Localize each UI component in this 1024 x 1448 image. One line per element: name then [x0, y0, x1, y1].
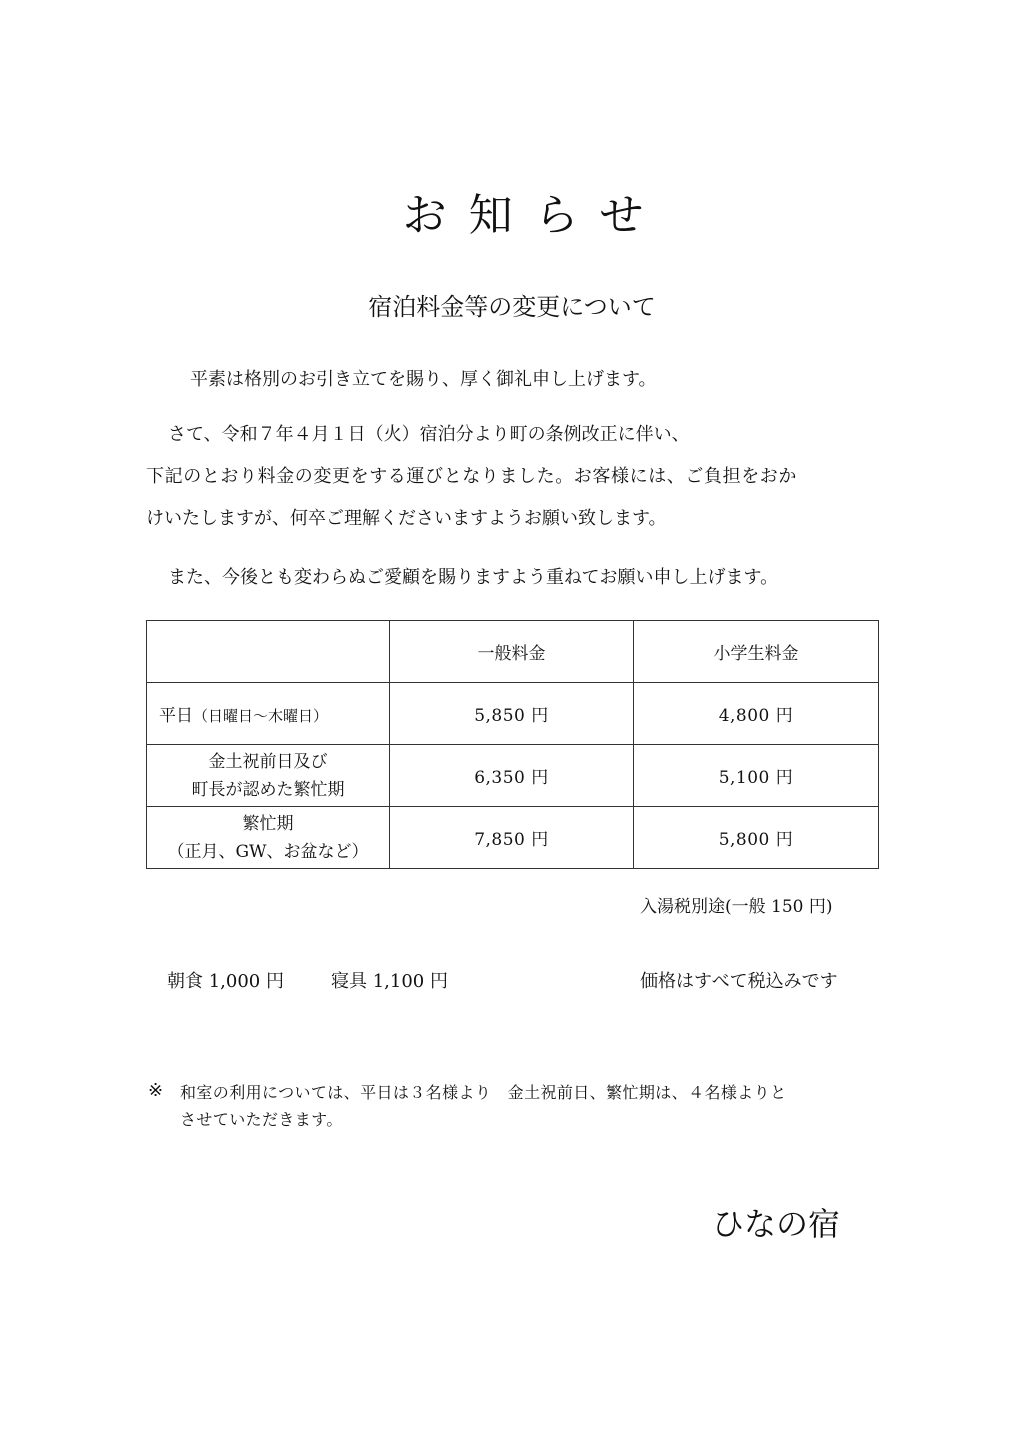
row-label-line-2: （正月、GW、お盆など）	[167, 841, 369, 862]
table-row-busy-season	[147, 807, 879, 869]
notice-subtitle: 宿泊料金等の変更について	[368, 293, 656, 321]
row-label-line-1: 金土祝前日及び	[208, 751, 328, 772]
japanese-room-note-line-1: 和室の利用については、平日は３名様より 金土祝前日、繁忙期は、４名様よりと	[180, 1083, 787, 1102]
price-child-friday-saturday: 5,100 円	[634, 745, 879, 807]
notice-paragraph-line-2: 下記のとおり料金の変更をする運びとなりました。お客様には、ご負担をおか	[146, 466, 797, 487]
table-header-child: 小学生料金	[634, 621, 879, 683]
row-label-weekday-sub: （日曜日～木曜日）	[193, 707, 329, 725]
row-label-weekday	[147, 683, 390, 745]
row-label-line-2: 町長が認めた繁忙期	[191, 779, 345, 800]
row-label-line-1: 繁忙期	[242, 813, 294, 834]
row-label-busy-season	[147, 807, 390, 869]
notice-paragraph-line-3: けいたしますが、何卒ご理解くださいますようお願い致します。	[146, 508, 667, 529]
notice-title: お知らせ	[402, 190, 666, 241]
breakfast-price: 朝食 1,000 円	[167, 971, 284, 992]
row-label-weekday-main: 平日	[159, 706, 193, 726]
closing-paragraph: また、今後とも変わらぬご愛顧を賜りますよう重ねてお願い申し上げます。	[168, 567, 779, 588]
row-label-friday-saturday	[147, 745, 390, 807]
price-child-busy-season: 5,800 円	[634, 807, 879, 869]
japanese-room-note-line-2: させていただきます。	[180, 1110, 343, 1129]
table-header-general: 一般料金	[390, 621, 634, 683]
notice-paragraph-line-1: さて、令和７年４月１日（火）宿泊分より町の条例改正に伴い、	[168, 424, 690, 445]
table-header-row	[147, 621, 879, 683]
table-row-weekday	[147, 683, 879, 745]
price-child-weekday: 4,800 円	[634, 683, 879, 745]
price-general-friday-saturday: 6,350 円	[390, 745, 634, 807]
price-general-weekday: 5,850 円	[390, 683, 634, 745]
price-table	[146, 620, 879, 869]
price-general-busy-season: 7,850 円	[390, 807, 634, 869]
table-row-friday-saturday	[147, 745, 879, 807]
inn-signature: ひなの宿	[712, 1205, 841, 1243]
note-asterisk-mark: ※	[148, 1080, 164, 1101]
bathing-tax-note: 入湯税別途(一般 150 円)	[640, 897, 833, 917]
tax-included-note: 価格はすべて税込みです	[640, 971, 838, 992]
table-header-empty	[147, 621, 390, 683]
bedding-price: 寝具 1,100 円	[331, 971, 448, 992]
greeting-paragraph: 平素は格別のお引き立てを賜り、厚く御礼申し上げます。	[190, 369, 657, 390]
